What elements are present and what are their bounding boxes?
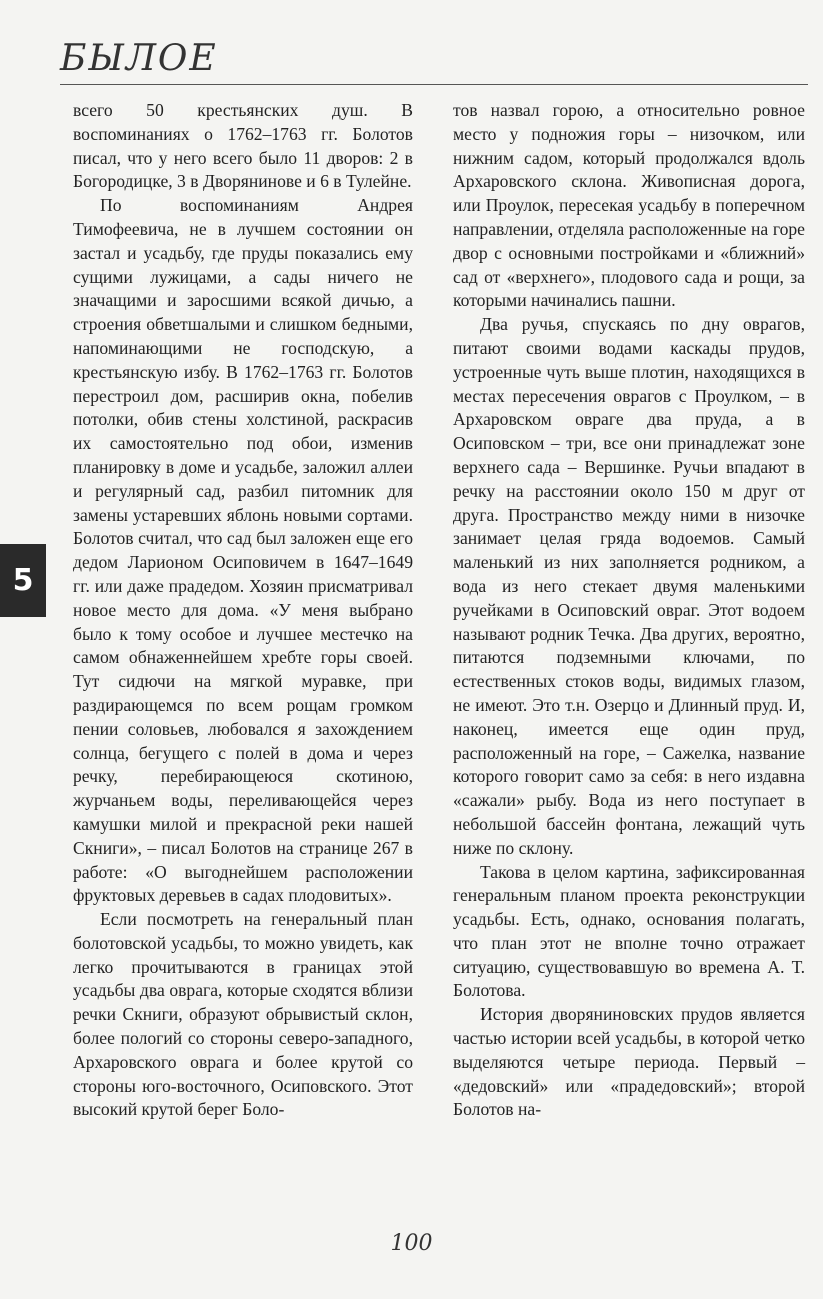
paragraph: Два ручья, спускаясь по дну оврагов, питают своими водами каскады прудов, устроенные чуть выше плотин, находящихся в местах пересечения оврагов с Проулком, – в Архаровском овраге два пруда, а в Осиповском – три, все они принадлежат зоне верхнего сада – Вершинке. Ручьи впадают в речку на расстоянии около 150 м друг от друга. Пространство между ними в низочке занимает целая гряда водоемов. Самый маленький из них заполняется родником, а вода из него стекает двумя маленькими ручейками в Осиповский овраг. Этот водоем называют родник Течка. Два других, вероятно, питаются подземными ключами, по естественных стоков воды, видимых глазом, не имеют. Это т.н. Озерцо и Длинный пруд. И, наконец, имеется еще один пруд, расположенный на горе, – Сажелка, название которого говорит само за себя: в него издавна «сажали» рыбу. Вода из него поступает в небольшой бассейн фонтана, лежащий чуть ниже по склону. xyxy=(453,314,805,858)
paragraph: всего 50 крестьянских душ. В воспоминаниях о 1762–1763 гг. Болотов писал, что у него всего было 11 дворов: 2 в Богородицке, 3 в Дворянинове и 6 в Тулейне. xyxy=(73,100,413,192)
magazine-logo: БЫЛОЕ xyxy=(60,38,218,79)
paragraph: тов назвал горою, а относительно ровное место у подножия горы – низочком, или нижним садом, который продолжался вдоль Архаровского склона. Живописная дорога, или Проулок, пересекая усадьбу в поперечном направлении, отделяла расположенные на горе двор с основными постройками и «ближний» сад от «верхнего», плодового сада и рощи, за которыми начинались пашни. xyxy=(453,100,805,311)
paragraph: История дворяниновских прудов является частью истории всей усадьбы, в которой четко выделяются четыре периода. Первый – «дедовский» или «прадедовский»; второй Болотов на- xyxy=(453,1004,805,1120)
page-number: 100 xyxy=(390,1231,433,1256)
left-column xyxy=(73,99,413,1122)
right-column xyxy=(453,99,805,1122)
paragraph: По воспоминаниям Андрея Тимофеевича, не в лучшем состоянии он застал и усадьбу, где пруды показались ему сущими лужицами, а сады ничего не значащими и заросшими всякой дичью, а строения обветшалыми и слишком бедными, напоминающими не господскую, а крестьянскую избу. В 1762–1763 гг. Болотов перестроил дом, расширив окна, побелив потолки, обив стены холстиной, раскрасив их самостоятельно под обои, изменив планировку в доме и усадьбе, заложил аллеи и регулярный сад, разбил питомник для замены устаревших яблонь новыми сортами. Болотов считал, что сад был заложен еще его дедом Ларионом Осиповичем в 1647–1649 гг. или даже прадедом. Хозяин присматривал новое место для дома. «У меня выбрано было к тому особое и лучшее местечко на самом обнаженнейшем хребте горы своей. Тут сидючи на мягкой муравке, при раздирающемся по всем рощам громком пении соловьев, любовался я захождением солнца, бегущего с полей в дома и через речку, перебирающеюся скотиною, журчаньем воды, переливающейся через камушки милой и прекрасной реки нашей Скниги», – писал Болотов на странице 267 в работе: «О выгоднейшем расположении фруктовых деревьев в садах плодовитых». xyxy=(73,195,413,906)
paragraph: Такова в целом картина, зафиксированная генеральным планом проекта реконструкции усадьбы. Есть, однако, основания полагать, что план этот не вполне точно отражает ситуацию, существовавшую во времена А. Т. Болотова. xyxy=(453,861,805,1001)
paragraph: Если посмотреть на генеральный план болотовской усадьбы, то можно увидеть, как легко прочитываются в границах этой усадьбы два оврага, которые сходятся вблизи речки Скниги, образуют обрывистый склон, более пологий со стороны северо-западного, Архаровского оврага и более крутой со стороны юго-восточного, Осиповского. Этот высокий крутой берег Боло- xyxy=(73,909,413,1120)
header-divider xyxy=(60,84,808,85)
chapter-number-tab: 5 xyxy=(0,544,46,617)
